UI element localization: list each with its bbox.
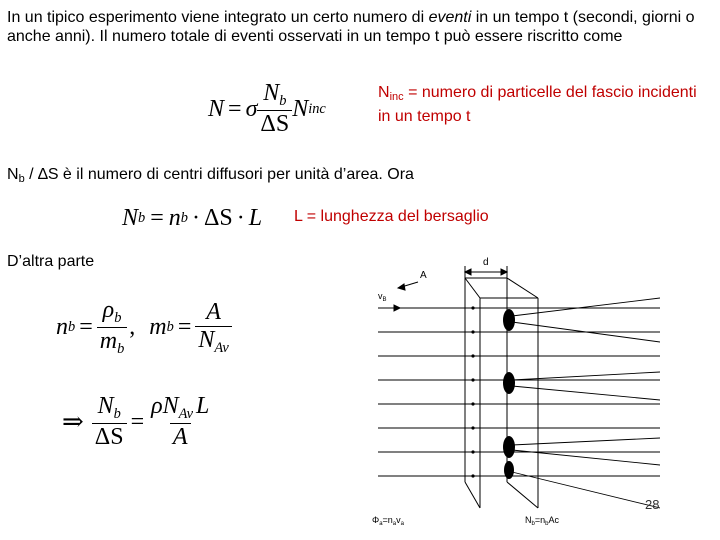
eq4-left-fraction	[92, 393, 127, 451]
eq3-b-sub: b	[166, 319, 174, 336]
intro-text-2: in un tempo t (secondi, giorni o anche anni). Il numero totale di eventi osservati in un tempo t può essere riscritto come	[7, 9, 695, 45]
eq1-fraction	[257, 80, 292, 138]
eq2-equals: =	[150, 205, 164, 231]
note-ninc	[378, 83, 698, 126]
eq3-b-num: A	[206, 298, 221, 325]
label-phi: $\Phi_a=n_av_a$	[372, 515, 404, 527]
label-vb: $v_B$	[378, 291, 387, 303]
slide-number: 28	[645, 497, 660, 512]
eq1-n2-sub: inc	[308, 100, 326, 117]
eq2-lhs: N	[122, 205, 139, 231]
eq3-a-sub: b	[68, 319, 76, 336]
eq3-a-fraction	[97, 297, 128, 358]
eq2-dot2: ·	[236, 205, 245, 231]
small-particles	[471, 306, 474, 477]
eq3-b-den: N	[198, 326, 215, 353]
beam-lines	[378, 298, 660, 508]
eq1-sigma: σ	[245, 95, 258, 122]
eq2-L: L	[248, 205, 263, 231]
scattering-centers	[503, 309, 515, 479]
area-arrow	[398, 282, 418, 290]
eq3-comma: ,	[129, 314, 136, 341]
eq3-a-num-sub: b	[114, 310, 122, 327]
eq3-b-fraction	[195, 299, 231, 357]
eq2-n-sub: b	[180, 210, 188, 226]
equation-cross-section	[208, 80, 326, 138]
eq2-dot1: ·	[191, 205, 200, 231]
text-daltra-parte: D’altra parte	[7, 253, 95, 270]
line-nb-main: N	[7, 166, 19, 183]
eq3-a-den: m	[99, 328, 118, 355]
eq4-num-sub: b	[113, 406, 121, 423]
eq1-num-sub: b	[279, 93, 287, 110]
eq1-den: ΔS	[257, 110, 292, 138]
intro-italic-eventi: eventi	[428, 9, 472, 26]
eq1-n2: N	[292, 95, 309, 122]
equation-nb	[122, 205, 262, 232]
note-ninc-sub: inc	[389, 91, 404, 103]
note-ninc-main: N	[378, 84, 390, 101]
label-nb-bottom: $N_b=n_bAc$	[525, 515, 559, 527]
note-length: L = lunghezza del bersaglio	[294, 208, 489, 225]
eq1-lhs: N	[208, 95, 225, 122]
label-area: A	[420, 270, 427, 281]
eq2-lhs-sub: b	[138, 210, 146, 226]
line-nb-sub: b	[18, 173, 25, 185]
line-nb-density	[7, 165, 414, 189]
eq4-rnum: ρN	[151, 393, 179, 419]
eq4-right-fraction	[148, 393, 212, 451]
eq1-num: N	[263, 80, 280, 106]
eq4-num: N	[97, 393, 114, 419]
eq3-a-num: ρ	[102, 297, 115, 323]
scattering-target-diagram	[360, 250, 660, 535]
intro-text-1: In un tipico esperimento viene integrato un certo numero di	[7, 9, 429, 26]
eq4-den: ΔS	[92, 423, 127, 451]
equation-nb-mb: n b = $\frac{\rho_b}{m_b}$ , m b = $\frac{A}{N_{Av}}$	[56, 297, 232, 358]
implies-arrow: ⇒	[62, 407, 84, 437]
eq4-rden: A	[172, 424, 188, 451]
eq1-equals: =	[228, 95, 242, 122]
line-nb-rest: / ∆S è il numero di centri diffusori per unità d’area. Ora	[24, 166, 414, 183]
target-slab	[465, 278, 538, 508]
label-d: d	[483, 257, 489, 268]
eq3-b-lhs: m	[149, 314, 167, 341]
eq3-a-lhs: n	[56, 314, 68, 341]
note-ninc-rest: = numero di particelle del fascio incidenti in un tempo t	[378, 84, 697, 125]
eq3-a-den-sub: b	[117, 341, 125, 358]
eq2-ds: ΔS	[203, 205, 233, 231]
intro-paragraph	[7, 8, 707, 46]
eq3-b-den-sub: Av	[214, 339, 229, 356]
eq4-rnum-sub: Av	[178, 406, 194, 423]
eq2-n: n	[168, 205, 181, 231]
equation-result: ⇒ $\frac{N_b}{\Delta S}$ = $\frac{\rho N_{Av} L}{A}$	[62, 393, 212, 451]
eq4-rnum-L: L	[196, 393, 210, 419]
